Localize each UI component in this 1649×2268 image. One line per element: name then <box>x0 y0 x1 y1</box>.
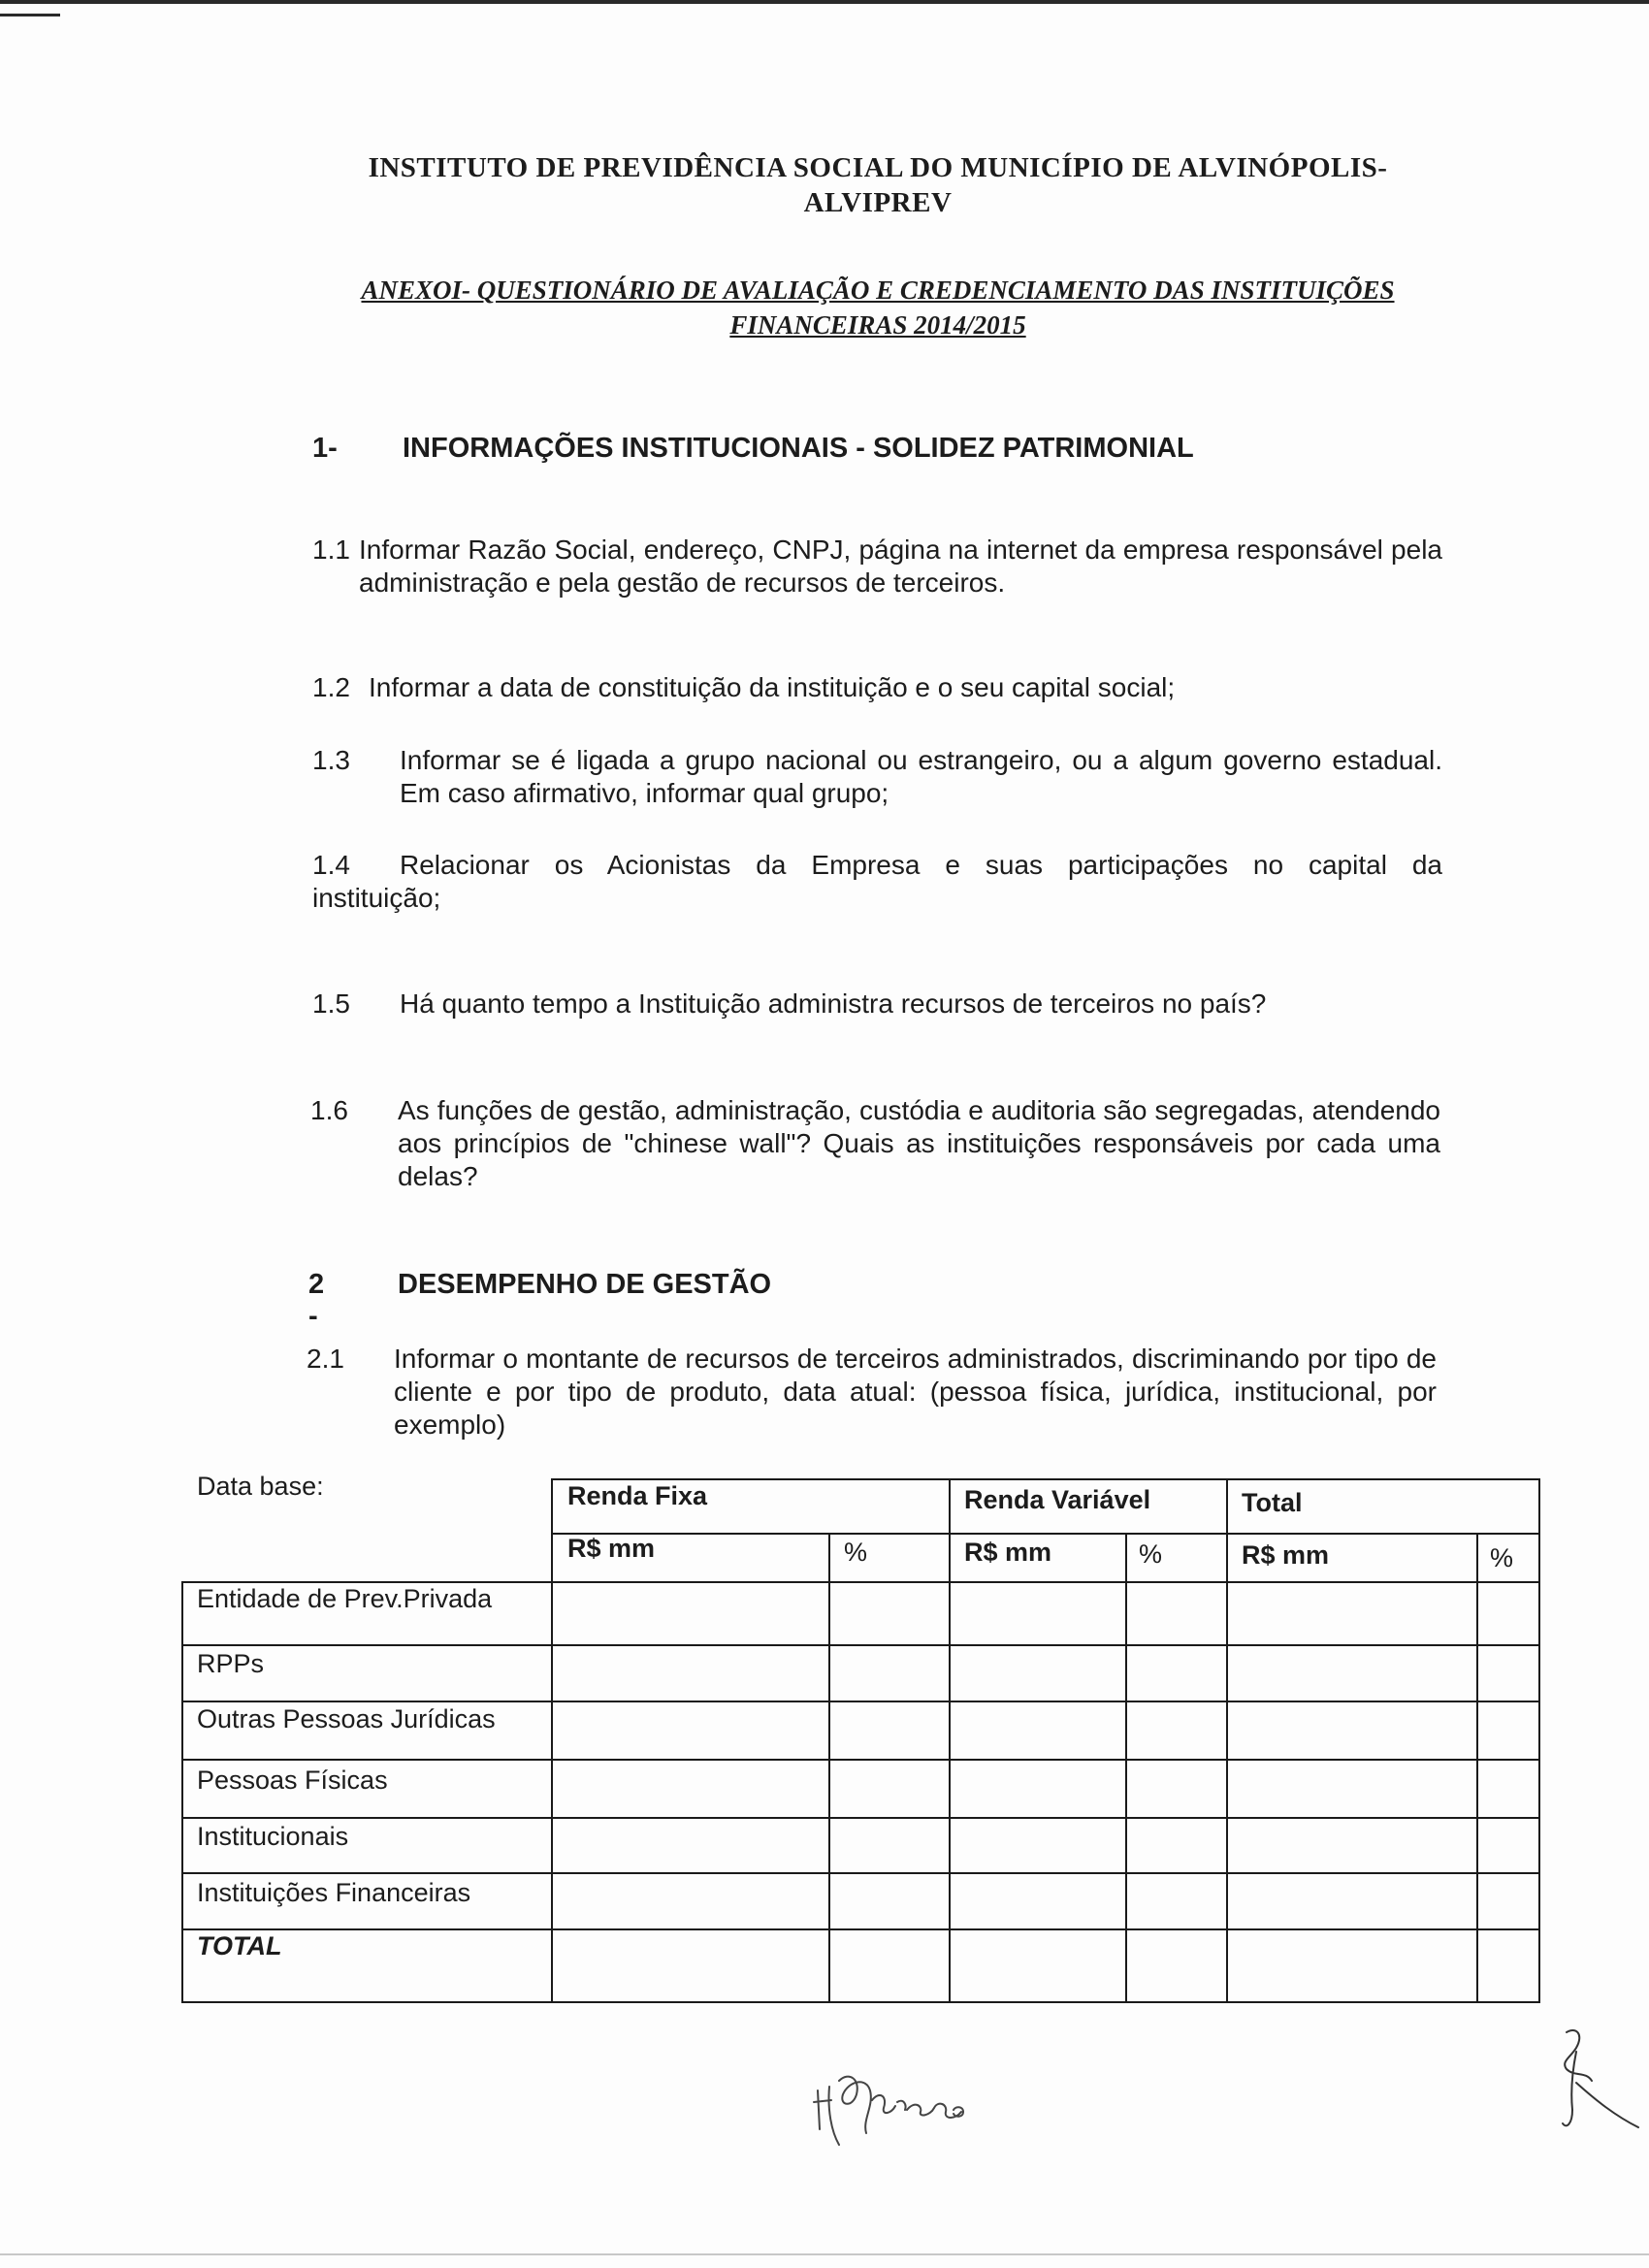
scan-edge-corner <box>0 0 60 16</box>
subheader-total-percent: % <box>1490 1543 1514 1572</box>
header-total: Total <box>1242 1488 1303 1517</box>
item-text: Informar a data de constituição da instituição e o seu capital social; <box>369 672 1176 702</box>
row-instituicoes-financeiras: Instituições Financeiras <box>197 1878 471 1907</box>
subheader-rv-percent: % <box>1139 1539 1163 1569</box>
row-rpps: RPPs <box>197 1649 265 1678</box>
institute-title-line1: INSTITUTO DE PREVIDÊNCIA SOCIAL DO MUNICÍPIO DE ALVINÓPOLIS- <box>368 152 1388 183</box>
date-base-label: Data base: <box>197 1472 324 1501</box>
annex-title-line1: ANEXOI- QUESTIONÁRIO DE AVALIAÇÃO E CREDENCIAMENTO DAS INSTITUIÇÕES <box>361 275 1395 305</box>
row-outras-pessoas-juridicas: Outras Pessoas Jurídicas <box>197 1704 496 1733</box>
row-institucionais: Institucionais <box>197 1822 349 1851</box>
item-text: As funções de gestão, administração, custódia e auditoria são segregadas, atendendo aos princípios de "chinese wall"? Quais as instituições responsáveis por cada uma delas? <box>398 1095 1440 1191</box>
item-1-4 <box>312 849 1442 915</box>
item-text: Informar se é ligada a grupo nacional ou estrangeiro, ou a algum governo estadual. Em caso afirmativo, informar qual grupo; <box>400 745 1442 808</box>
section-title: DESEMPENHO DE GESTÃO <box>398 1269 772 1300</box>
item-number: 1.4 <box>312 850 350 880</box>
item-number: 1.6 <box>310 1095 348 1125</box>
header-renda-variavel: Renda Variável <box>964 1485 1151 1514</box>
scan-edge-bottom <box>0 2253 1649 2255</box>
item-number: 1.5 <box>312 988 350 1019</box>
item-text: Há quanto tempo a Instituição administra recursos de terceiros no país? <box>400 988 1267 1019</box>
row-total: TOTAL <box>197 1931 282 1960</box>
item-text: Informar Razão Social, endereço, CNPJ, página na internet da empresa responsável pela administração e pela gestão de recursos de terceiros. <box>359 535 1442 598</box>
row-pessoas-fisicas: Pessoas Físicas <box>197 1766 388 1795</box>
subheader-total-value: R$ mm <box>1242 1540 1330 1570</box>
section-number: 2 - <box>308 1269 325 1332</box>
scan-edge-top <box>0 0 1649 4</box>
section-number: 1- <box>312 433 338 464</box>
handwritten-initial <box>1537 2023 1644 2149</box>
item-number: 2.1 <box>307 1344 344 1374</box>
subheader-rv-value: R$ mm <box>964 1538 1052 1567</box>
handwritten-signature <box>810 2052 985 2158</box>
item-text-line2: instituição; <box>312 883 441 913</box>
item-number: 1.2 <box>312 672 350 702</box>
institute-title-line2: ALVIPREV <box>803 187 953 218</box>
item-number: 1.3 <box>312 745 350 775</box>
item-number: 1.1 <box>312 535 350 565</box>
annex-title-line2: FINANCEIRAS 2014/2015 <box>729 310 1026 340</box>
item-text-line1: Relacionar os Acionistas da Empresa e suas participações no capital da <box>400 850 1442 880</box>
section-title: INFORMAÇÕES INSTITUCIONAIS - SOLIDEZ PATRIMONIAL <box>403 433 1194 464</box>
subheader-rf-value: R$ mm <box>567 1534 656 1563</box>
subheader-rf-percent: % <box>844 1538 868 1567</box>
item-text: Informar o montante de recursos de terceiros administrados, discriminando por tipo de cliente e por tipo de produto, data atual: (pessoa física, jurídica, institucional, por exemplo) <box>394 1344 1437 1440</box>
header-renda-fixa: Renda Fixa <box>567 1481 708 1510</box>
row-entidade-prev-privada: Entidade de Prev.Privada <box>197 1584 493 1613</box>
